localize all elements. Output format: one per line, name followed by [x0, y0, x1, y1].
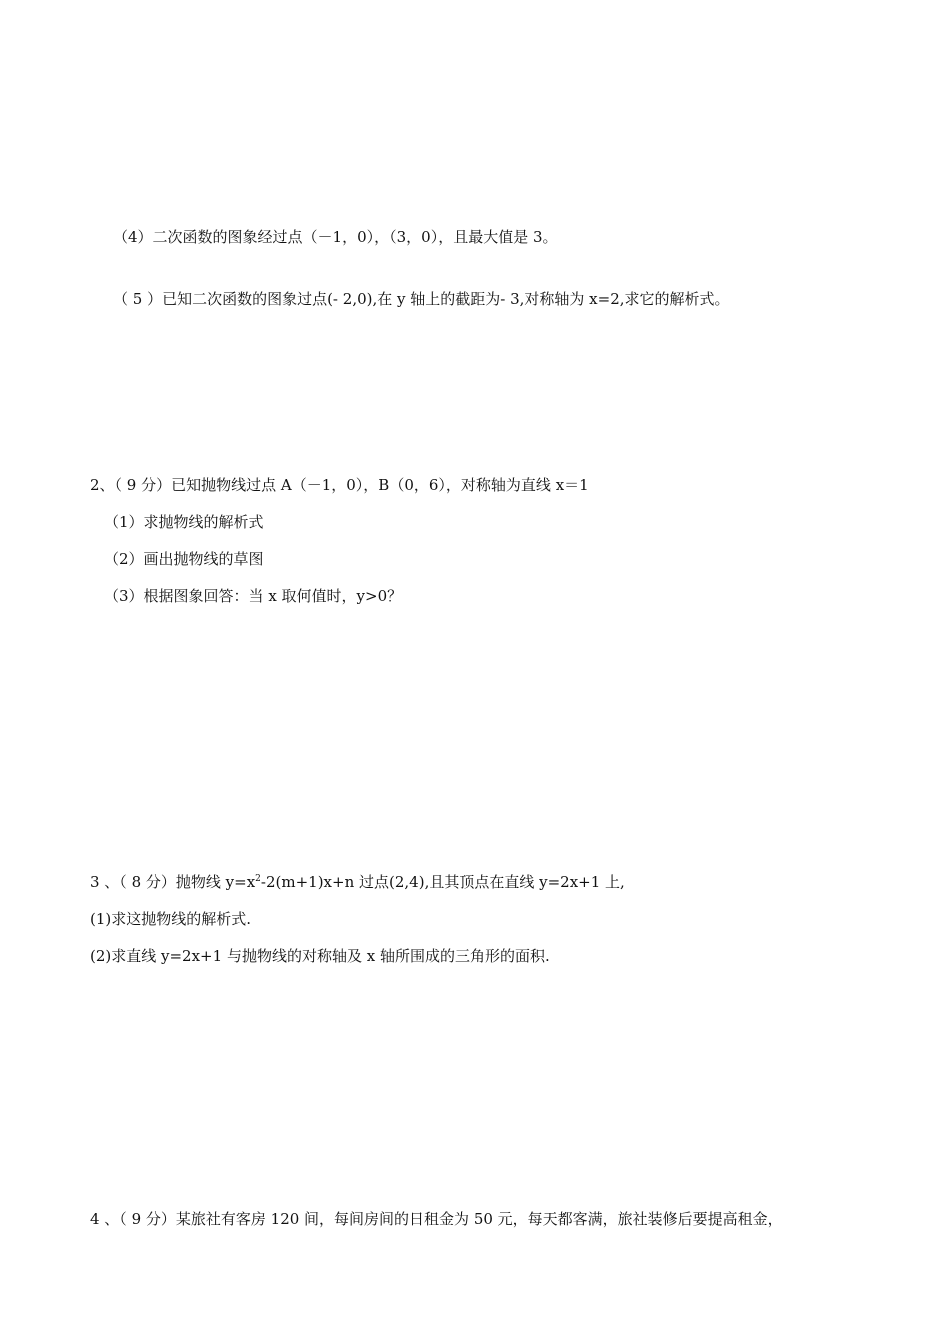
- question-4-stem: 4 、（ 9 分）某旅社有客房 120 间，每间房间的日租金为 50 元，每天都客满，旅社装修后要提高租金，: [90, 1210, 783, 1228]
- question-3-stem: [90, 872, 625, 892]
- question-3-part-2: (2)求直线 y=2x+1 与抛物线的对称轴及 x 轴所围成的三角形的面积.: [90, 947, 550, 965]
- question-3-stem-text-a: 3 、（ 8 分）抛物线 y=x: [90, 873, 256, 891]
- exponent: 2: [255, 874, 261, 884]
- question-1-item-4: （4）二次函数的图象经过点（－1，0），（3，0），且最大值是 3。: [113, 228, 558, 246]
- question-2-stem: 2、（ 9 分）已知抛物线过点 A（－1，0），B（0，6），对称轴为直线 x＝1: [90, 476, 589, 494]
- question-3-part-1: (1)求这抛物线的解析式.: [90, 910, 252, 928]
- question-3-stem-text-b: -2(m+1)x+n 过点(2,4),且其顶点在直线 y=2x+1 上,: [260, 873, 625, 891]
- question-2-part-2: （2）画出抛物线的草图: [104, 550, 264, 568]
- question-2-part-1: （1）求抛物线的解析式: [104, 513, 264, 531]
- question-2-part-3: （3）根据图象回答：当 x 取何值时，y>0？: [104, 587, 403, 605]
- question-1-item-5: （ 5 ）已知二次函数的图象过点(- 2,0),在 y 轴上的截距为- 3,对称轴为 x=2,求它的解析式。: [113, 290, 730, 308]
